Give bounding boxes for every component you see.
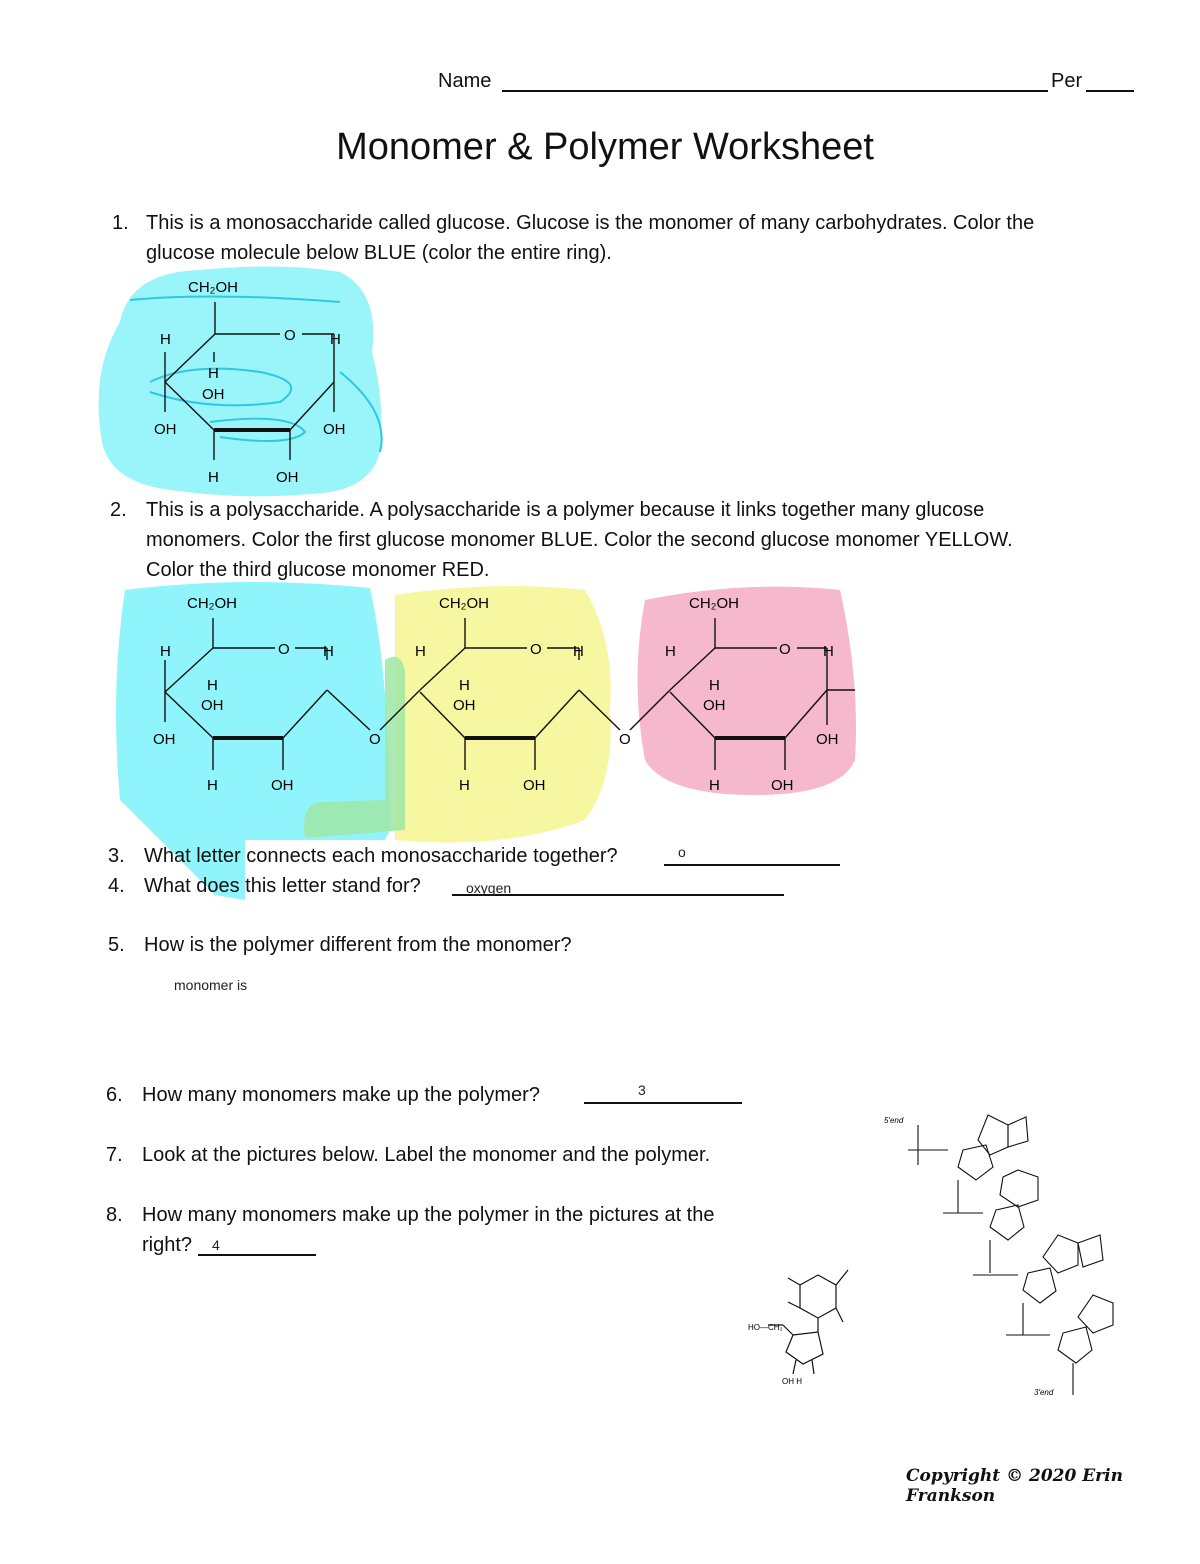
h-label: H (709, 777, 720, 794)
yellow-highlight (395, 586, 611, 843)
question-7-text: Look at the pictures below. Label the monomer and the polymer. (142, 1144, 711, 1166)
name-label: Name (438, 70, 492, 92)
question-5-text: How is the polymer different from the monomer? (144, 934, 572, 956)
question-2-number: 2. (110, 499, 127, 521)
question-6-text: How many monomers make up the polymer? (142, 1084, 540, 1106)
question-7-number: 7. (106, 1144, 123, 1166)
h-label: H (208, 365, 219, 382)
copyright-text: Copyright © 2020 Erin Frankson (906, 1466, 1123, 1506)
oh-label: OH (271, 777, 294, 794)
question-8-line-1: How many monomers make up the polymer in the pictures at the (142, 1204, 715, 1226)
oh-h-label: OH H (782, 1377, 802, 1386)
ring-o-label: O (284, 327, 296, 344)
question-5-number: 5. (108, 934, 125, 956)
oh-label: OH (816, 731, 839, 748)
question-8-answer-line[interactable] (198, 1254, 316, 1256)
ch2oh-label: CH₂OH (689, 595, 739, 612)
glucose-molecule (90, 262, 410, 502)
ring-o-label: O (779, 641, 791, 658)
three-end-label: 3'end (1034, 1388, 1054, 1397)
period-label: Per (1051, 70, 1083, 92)
question-1-line-2: glucose molecule below BLUE (color the entire ring). (146, 242, 612, 264)
question-2-line-3: Color the third glucose monomer RED. (146, 559, 490, 581)
h-label: H (323, 643, 334, 660)
question-2-line-2: monomers. Color the first glucose monomer BLUE. Color the second glucose monomer YELLOW. (146, 529, 1013, 551)
ho-ch2-label: HO—CH₂ (748, 1323, 783, 1332)
h-label: H (160, 643, 171, 660)
question-3-answer-line[interactable] (664, 864, 840, 866)
question-4-number: 4. (108, 875, 125, 897)
ring-o-label: O (530, 641, 542, 658)
h-label: H (160, 331, 171, 348)
question-4-text: What does this letter stand for? (144, 875, 421, 897)
red-highlight (638, 587, 857, 795)
h-label: H (330, 331, 341, 348)
h-label: H (208, 469, 219, 486)
oh-label: OH (154, 421, 177, 438)
link-o-label: O (619, 731, 631, 748)
ch2oh-label: CH₂OH (188, 279, 238, 296)
oh-label: OH (202, 386, 225, 403)
question-3-answer: o (678, 844, 686, 860)
oh-label: OH (153, 731, 176, 748)
dna-polymer-diagram (878, 1095, 1138, 1405)
question-6-answer-line[interactable] (584, 1102, 742, 1104)
oh-label: OH (276, 469, 299, 486)
h-label: H (573, 643, 584, 660)
h-label: H (459, 777, 470, 794)
oh-label: OH (771, 777, 794, 794)
h-label: H (823, 643, 834, 660)
h-label: H (207, 677, 218, 694)
h-label: H (665, 643, 676, 660)
question-5-answer: monomer is (174, 977, 248, 993)
h-label: H (709, 677, 720, 694)
question-2-line-1: This is a polysaccharide. A polysaccharide is a polymer because it links together many glucose (146, 499, 985, 521)
question-8-number: 8. (106, 1204, 123, 1226)
question-6-number: 6. (106, 1084, 123, 1106)
page-title: Monomer & Polymer Worksheet (336, 126, 874, 168)
question-3-number: 3. (108, 845, 125, 867)
name-field[interactable] (502, 90, 1048, 92)
oh-label: OH (453, 697, 476, 714)
question-4-answer: oxygen (466, 880, 512, 896)
ch2oh-label: CH₂OH (439, 595, 489, 612)
question-6-answer: 3 (638, 1082, 646, 1098)
five-end-label: 5'end (884, 1116, 904, 1125)
question-1-number: 1. (112, 212, 129, 234)
link-o-label: O (369, 731, 381, 748)
question-8-answer: 4 (212, 1237, 220, 1253)
ring-o-label: O (278, 641, 290, 658)
oh-label: OH (323, 421, 346, 438)
oh-label: OH (703, 697, 726, 714)
oh-label: OH (201, 697, 224, 714)
question-1-line-1: This is a monosaccharide called glucose. Glucose is the monomer of many carbohydrates. Color the (146, 212, 1035, 234)
oh-label: OH (523, 777, 546, 794)
blue-highlight (99, 266, 382, 496)
period-field[interactable] (1086, 90, 1134, 92)
nucleotide-monomer-diagram (748, 1250, 858, 1390)
question-8-line-2: right? (142, 1234, 193, 1256)
ch2oh-label: CH₂OH (187, 595, 237, 612)
h-label: H (415, 643, 426, 660)
h-label: H (207, 777, 218, 794)
h-label: H (459, 677, 470, 694)
question-3-text: What letter connects each monosaccharide together? (144, 845, 618, 867)
